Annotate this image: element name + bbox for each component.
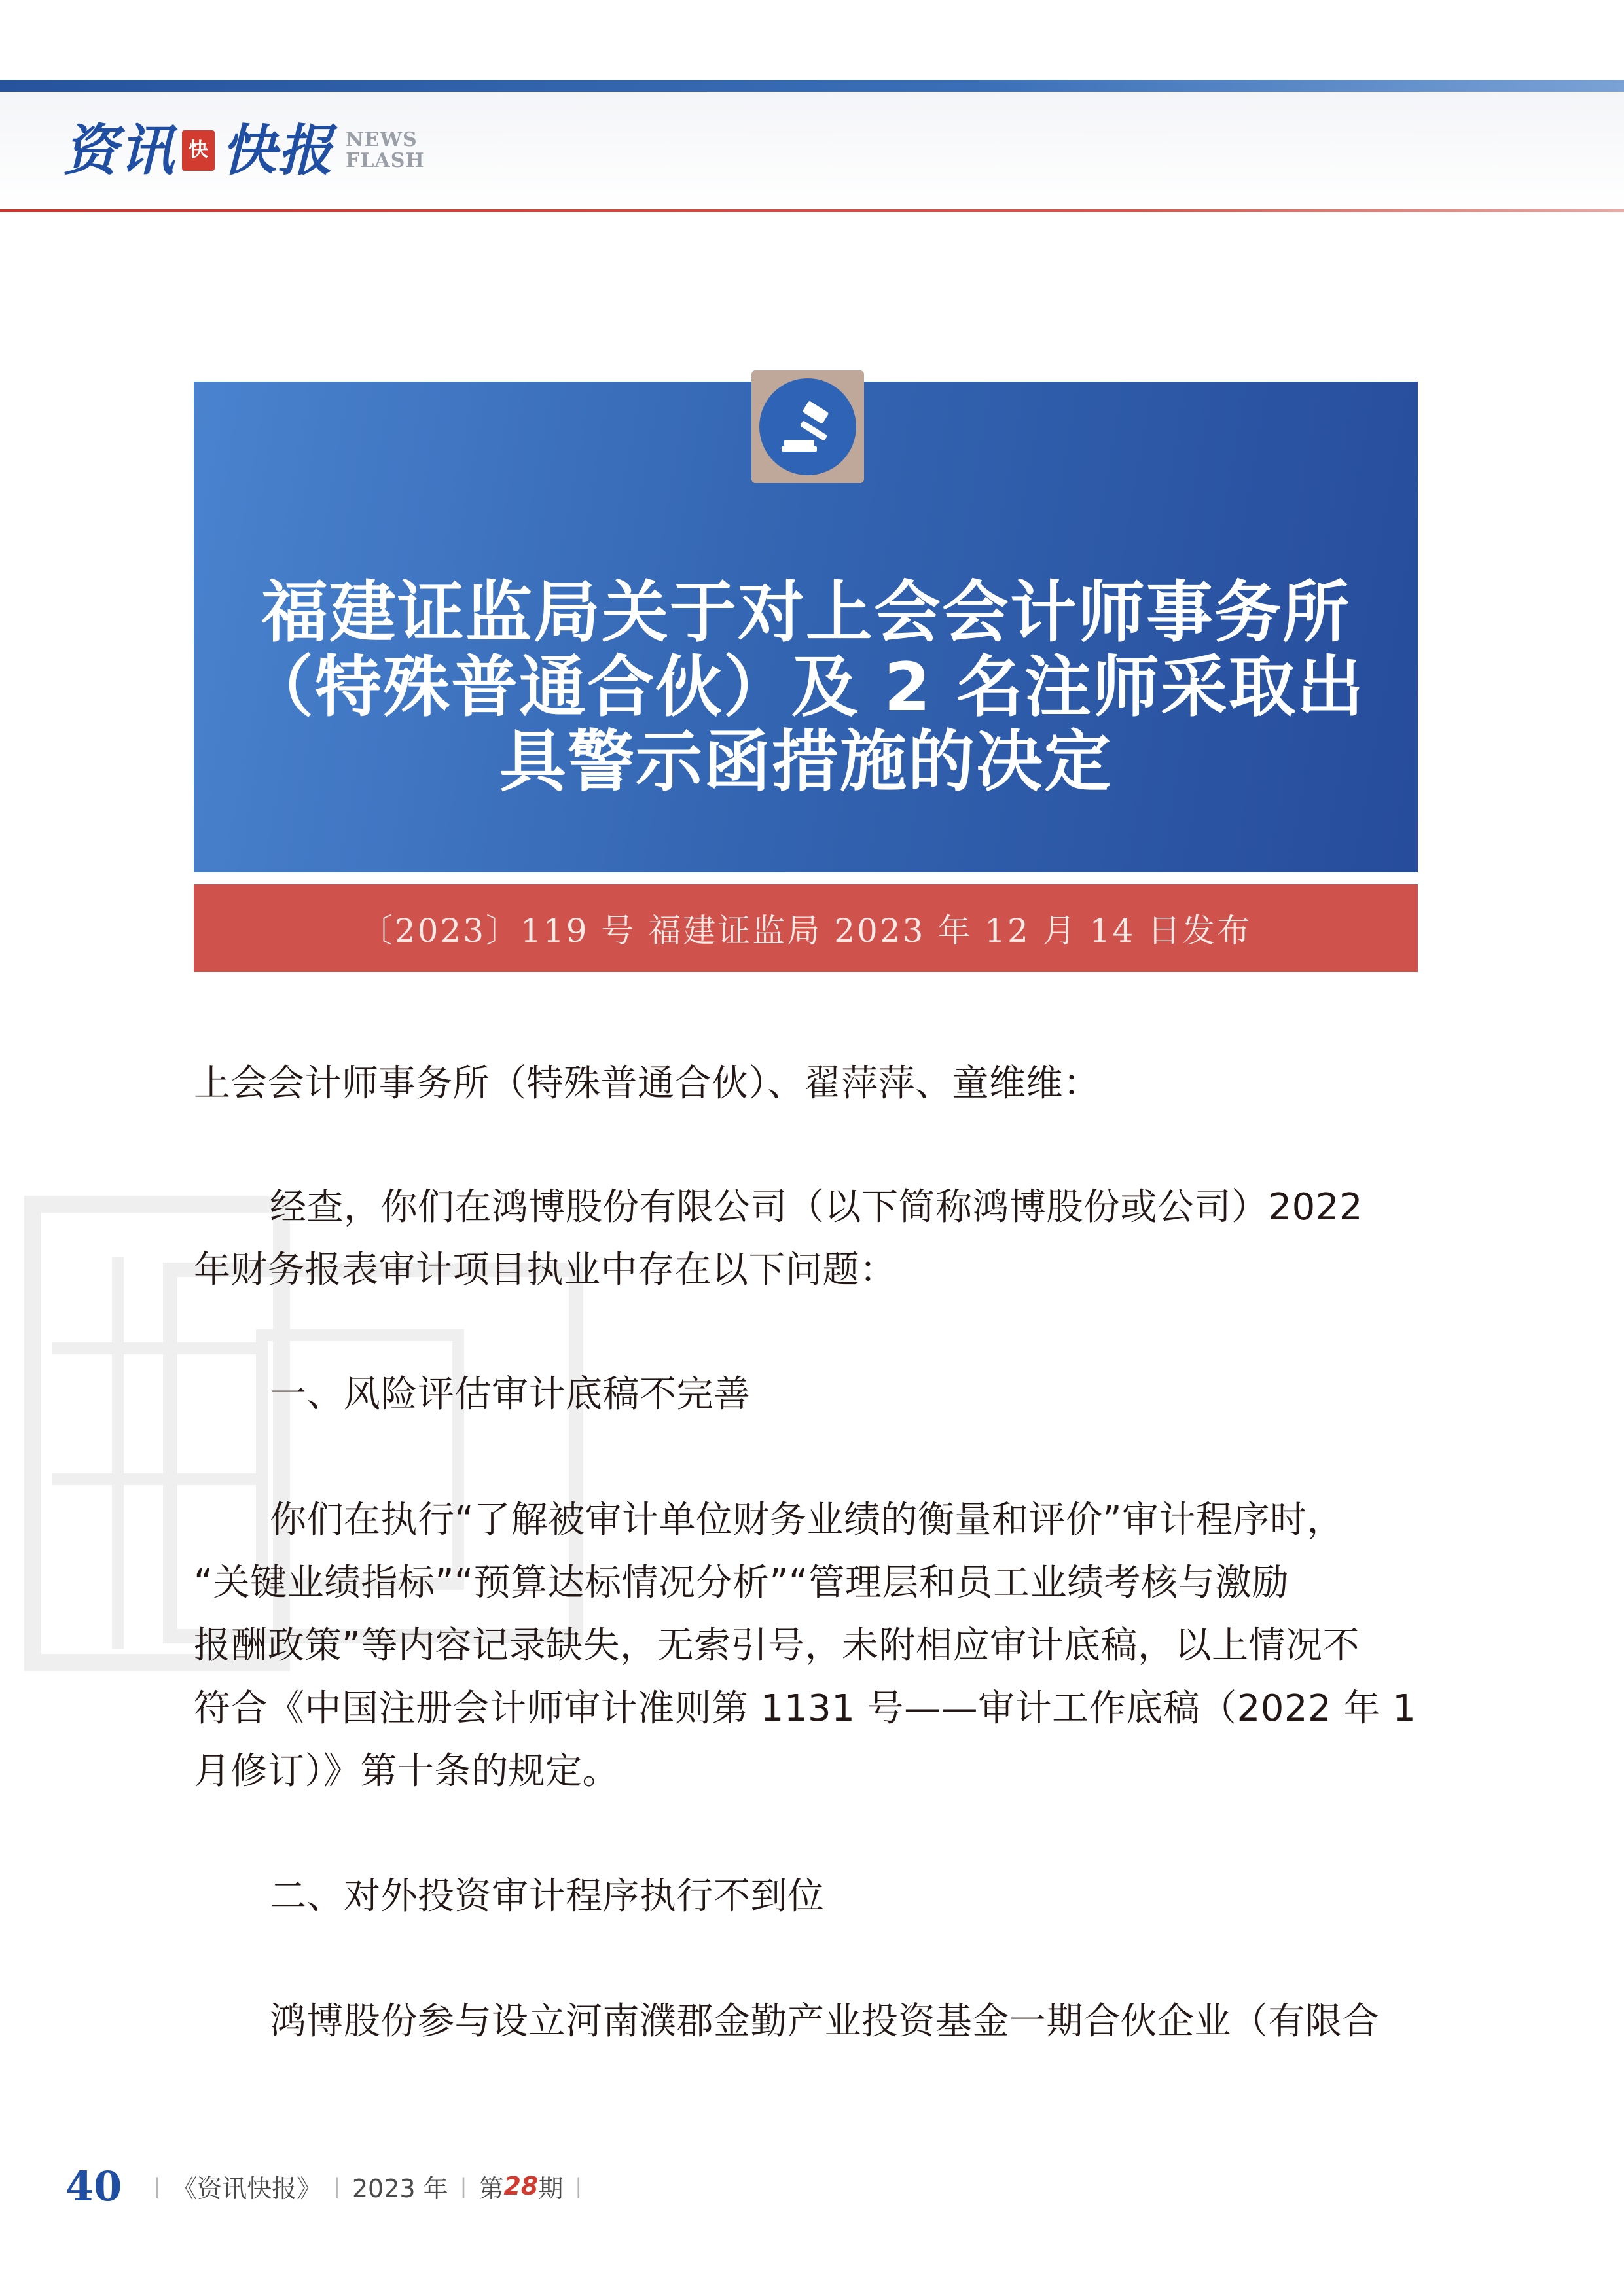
title-line-2: （特殊普通合伙）及 2 名注师采取出 [247, 649, 1365, 726]
paragraph-1-line-2: 年财务报表审计项目执业中存在以下问题： [194, 1249, 897, 1291]
footer-issue-prefix: 第 [478, 2174, 504, 2203]
page-number: 40 [65, 2162, 122, 2210]
brand-seal: 快 [182, 130, 215, 171]
issue-info-bar [194, 884, 1418, 972]
paragraph-2-line-4: 符合《中国注册会计师审计准则第 1131 号——审计工作底稿（2022 年 1 [194, 1687, 1416, 1730]
section-heading-1-text: 一、风险评估审计底稿不完善 [270, 1373, 751, 1416]
paragraph-1 [194, 1176, 1418, 1302]
salutation [194, 1052, 1418, 1115]
footer-separator: | [333, 2174, 340, 2198]
paragraph-2-line-1: 你们在执行“了解被审计单位财务业绩的衡量和评价”审计程序时， [270, 1499, 1344, 1541]
section-heading-1 [194, 1363, 1418, 1426]
gavel-icon [775, 394, 840, 459]
header-top-bar [0, 80, 1624, 92]
salutation-text: 上会会计师事务所（特殊普通合伙）、翟萍萍、童维维： [194, 1062, 1100, 1105]
page-footer [65, 2160, 594, 2212]
document-title [194, 576, 1418, 800]
issue-info-text: 〔2023〕119 号 福建证监局 2023 年 12 月 14 日发布 [359, 912, 1252, 950]
paragraph-3-line-1: 鸿博股份参与设立河南濮郡金勤产业投资基金一期合伙企业（有限合 [270, 2000, 1379, 2043]
news-flash-line2: FLASH [346, 149, 425, 172]
news-flash-line1: NEWS [346, 128, 418, 151]
footer-publication: 《资讯快报》 [172, 2174, 322, 2203]
paragraph-2-line-5: 月修订）》第十条的规定。 [194, 1750, 619, 1793]
section-heading-2-text: 二、对外投资审计程序执行不到位 [270, 1875, 825, 1918]
footer-issue-suffix: 期 [538, 2174, 564, 2203]
section-heading-2 [194, 1865, 1418, 1928]
title-line-3: 具警示函措施的决定 [499, 723, 1112, 801]
paragraph-3 [194, 1990, 1418, 2053]
footer-year: 2023 年 [352, 2174, 448, 2203]
footer-issue-number: 28 [503, 2172, 539, 2200]
badge-circle [759, 378, 856, 475]
title-line-1: 福建证监局关于对上会会计师事务所 [261, 574, 1350, 652]
footer-separator: | [153, 2174, 161, 2198]
news-flash-label [346, 130, 425, 171]
header-divider [0, 209, 1624, 212]
paragraph-2-line-3: 报酬政策”等内容记录缺失，无索引号，未附相应审计底稿，以上情况不 [194, 1624, 1360, 1667]
brand-left: 资讯 [63, 118, 176, 183]
brand-right: 快报 [221, 118, 334, 183]
footer-separator: | [460, 2174, 467, 2198]
paragraph-2 [194, 1489, 1418, 1803]
paragraph-1-line-1: 经查，你们在鸿博股份有限公司（以下简称鸿博股份或公司）2022 [270, 1186, 1363, 1229]
paragraph-2-line-2: “关键业绩指标”“预算达标情况分析”“管理层和员工业绩考核与激励 [194, 1562, 1290, 1604]
badge [751, 370, 864, 483]
masthead-logo [63, 115, 425, 187]
footer-separator: | [575, 2174, 583, 2198]
